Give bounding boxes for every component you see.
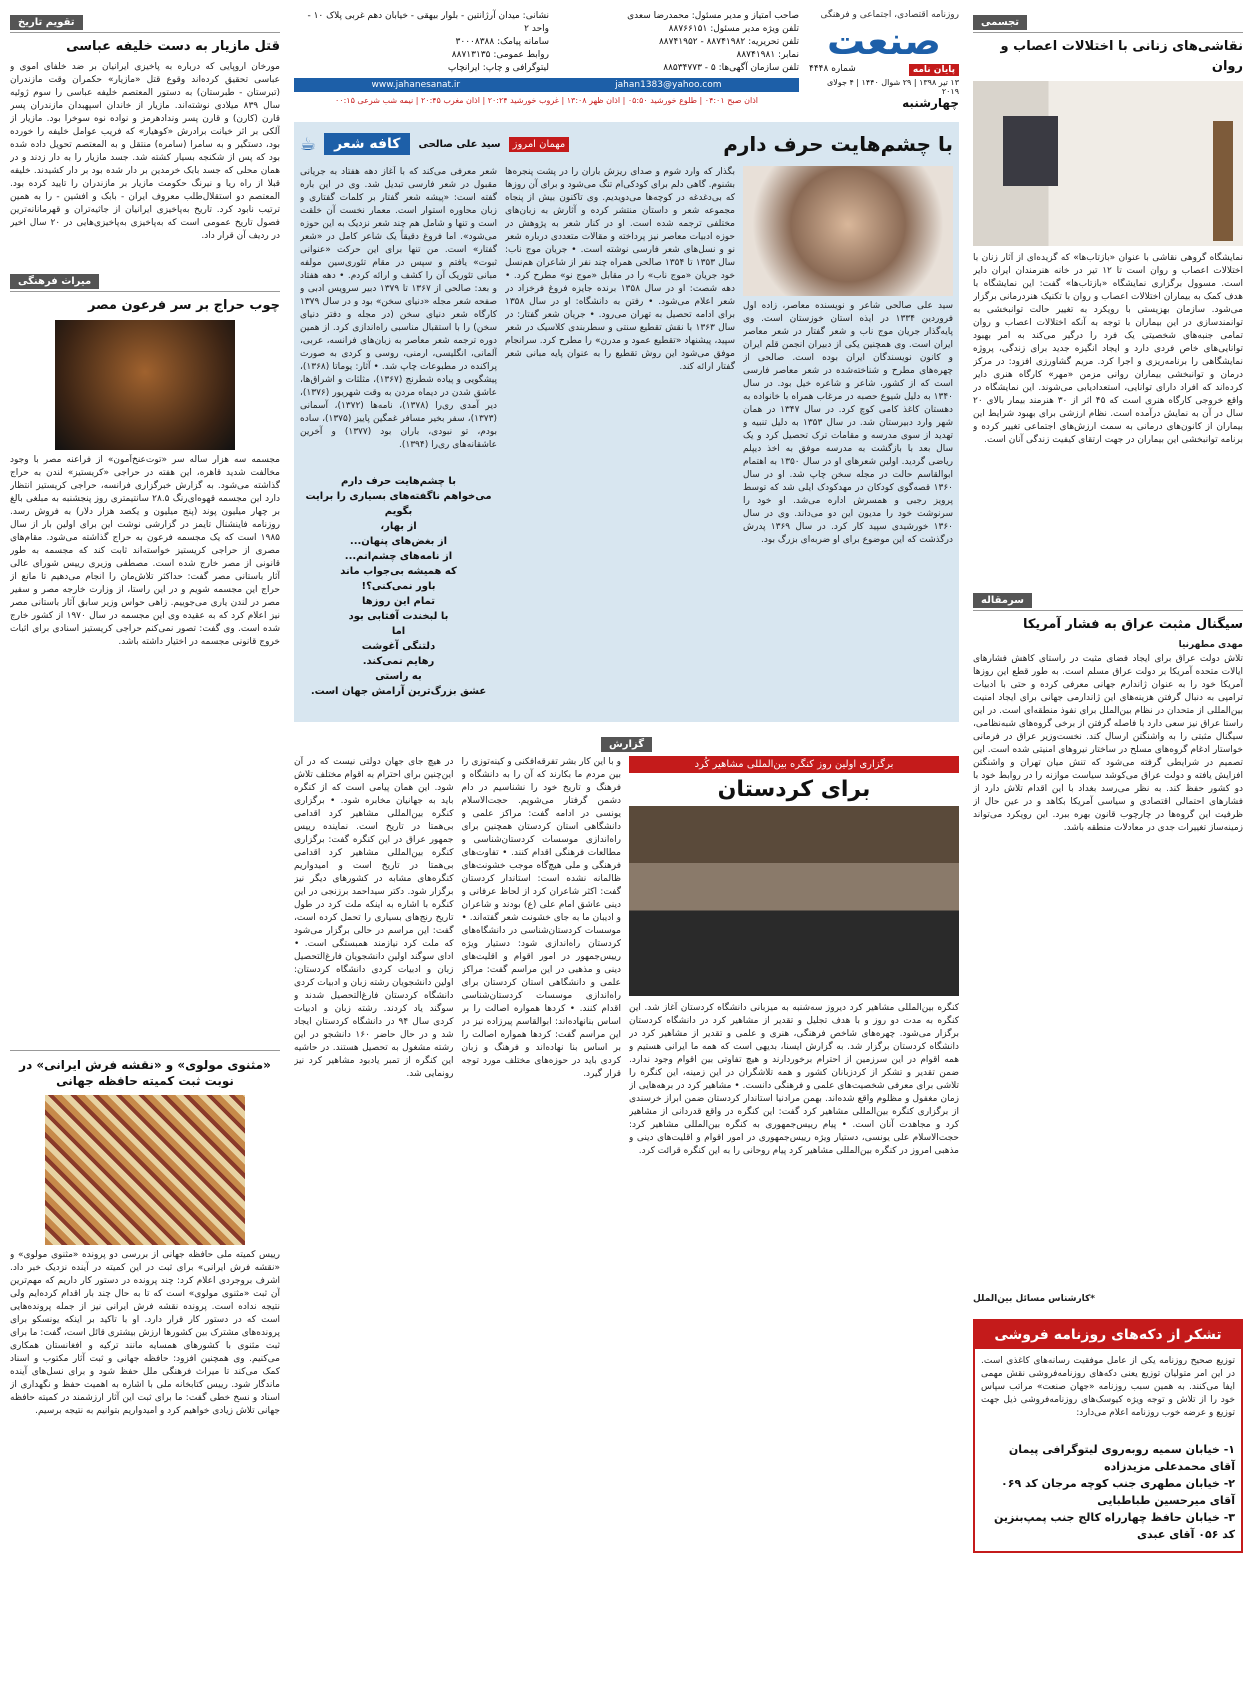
left-column	[10, 10, 280, 1674]
section-tag: سرمقاله	[973, 593, 1032, 608]
info-line: تلفن تحریریه: ۸۸۷۴۱۹۸۲ - ۸۸۷۴۱۹۵۲	[658, 37, 799, 47]
info-line: نمابر: ۸۸۷۴۱۹۸۱	[736, 50, 799, 60]
editorial-title: سیگنال مثبت عراق به فشار آمریکا	[1022, 617, 1243, 632]
cafe-sher-article	[294, 122, 959, 722]
editorial-sign: *کارشناس مسائل بین‌الملل	[973, 1294, 1095, 1304]
pharaoh-head-photo	[55, 320, 235, 450]
painting-frame	[1003, 116, 1058, 186]
history-title: قتل مازیار به دست خلیفه عباسی	[66, 39, 280, 54]
persian-carpet-photo	[45, 1095, 245, 1245]
info-line: نشانی: میدان آرژانتین - بلوار بیهقی - خیابان دهم غربی پلاک ۱۰ - واحد ۲	[307, 11, 549, 34]
poem-line: به راستی	[375, 671, 422, 682]
heritage-body: مجسمه سه هزار ساله سر «توت‌عنخ‌آمون» از فراعنه مصر با وجود مخالفت شدید قاهره، این هفته در حراجی «کریستیز» لندن به حراج گذاشته می‌شود. به گزارش خبرگزاری فرانسه، حراجی کریستیز انتظار دارد این مجسمه قهوه‌ای‌رنگ ۲۸.۵ سانتیمتری روز پنجشنبه به مبلغی بالغ بر چهار میلیون پوند (پنج میلیون و یکصد هزار دلار) به فروش رسد. روزنامه فاینشنال تایمز در گزارشی نوشت این برای اولین بار از سال ۱۹۸۵ است که یک مجسمه فرعون به حراج گذاشته می‌شود. مقام‌های مصری از حراجی کریستیز خواسته‌اند ثابت کند که مجسمه به طور قانونی از مصر خارج شده است. مصطفی وزیری رییس شورای عالی آثار باستانی مصر گفت: حداکثر تلاش‌مان را انجام می‌دهیم تا مانع از حراج این مجسمه شویم و در این راستا، از وزارت خارجه مصر و سفیر مصر در لندن یاری می‌جوییم. زاهی حواس وزیر سابق آثار باستانی مصر نیز اعلام کرد که به عقیده وی این مجسمه در سال ۱۹۷۰ از کشور خارج شده است. وی گفت: تصور نمی‌کنم حراجی کریستیز اسنادی برای اثبات خروج قانونی مجسمه در اختیار داشته باشد.	[10, 455, 280, 647]
person-figure	[1213, 121, 1233, 241]
contact-bar	[294, 78, 799, 92]
brand-block	[809, 10, 959, 110]
thanks-item: ۱- خیابان سمیه روبه‌روی لیتوگرافی پیمان آقای محمدعلی مزیدزاده	[1008, 1443, 1235, 1473]
history-body: مورخان اروپایی که درباره به پاخیزی ایرانیان بر ضد خلفای اموی و عباسی تحقیق کرده‌اند وقوع قتل «مازیار» حکمران وقت مازندران (تبرستان - طبرستان) به دستور المعتصم خلیفه عباسی را سوم ژوئیه سال ۸۳۹ میلادی نوشته‌اند. مازیار از خاندان اسپهبدان مازندران پسر قارن (کارن) و قارن پسر وندادهرمز و نواده نوه سوخرا بود. مازیار از آلکی بر اثر خیانت برادرش «کوهیار» که فریب عوامل خلیفه را خورده بود، دستگیر و به سامرا (سامره) منتقل و به المعتصم تحویل داده شده بود که پس از شکنجه بسیار کشته شد. جسد مازیار را به دار زدند و در همان محلی که جسد بابک خرمدین بر دار شده بود بر دار کشیدند. خلیفه قبلا از راه ریا و نیرنگ حکومت مازیار بر مازندران را تایید کرده بود. المعتصم دو استقلال‌طلب معروف ایران - بابک و افشین - را به همین ترتیب نابود کرد. تاریخ به‌پاخیزی ایرانیان از جاثیه‌تران و قهرمانانه‌ترین فصول تاریخ عمومی است که به‌پاخیزی به‌پاخیزی‌هایی در ۲۰ سال اخیر در ردیف آن قرار داد.	[10, 62, 280, 241]
poem-line: از بهار،	[380, 521, 417, 532]
poem-line: می‌خواهم ناگفته‌های بسیاری را برایت بگویم	[305, 491, 492, 517]
poem-line: عشق بزرگ‌ترین آرامش جهان است.	[310, 686, 487, 697]
article1-col3: بگذار که وارد شوم و صدای ریزش باران را در پشت پنجره‌ها بشنوم. گاهی دلم برای کودکی‌ام تنگ می‌شود و برای آن روزها که بی‌دغدغه در کوچه‌ها می‌دویدیم. وی تاکنون بیش از پنجاه مجموعه شعر و داستان منتشر کرده و آثارش به زبان‌های مختلفی ترجمه شده است. او در کنار شعر به پژوهش در حوزه ادبیات معاصر نیز پرداخته و مقالات متعددی درباره شعر نو و نسل‌های شعر فارسی نوشته است. • جریان موج ناب: سال ۱۳۵۳ تا ۱۳۵۴ صالحی همراه چند نفر از شاعران هم‌نسل خود جریان «موج ناب» را در مقابل «موج نو» مطرح کرد. • دهه شصت: او در سال ۱۳۵۸ برنده جایزه فروغ فرخزاد در شعر اعلام می‌شود. • رفتن به دانشگاه: او در سال ۱۳۵۸ برای ادامه تحصیل به تهران می‌رود. • جریان شعر گفتار: در سال ۱۳۶۳ با نقش تقطیع سنتی و سطربندی کلاسیک در شعر سپید، پیشنهاد «تقطیع عمود و مدرن» را مطرح کرد. سرانجام موفق می‌شود این روش تقطیع را به عنوان پایه مبانی شعر گفتار ارائه کند.	[505, 167, 735, 372]
thanks-body: توزیع صحیح روزنامه یکی از عامل موفقیت رسانه‌های کاغذی است. در این امر متولیان توزیع یعنی دکه‌های روزنامه‌فروشی نقش مهمی ایفا می‌کنند. به همین سبب روزنامه «جهان صنعت» مراتب سپاس خود را از تلاش و توجه ویژه کیوسک‌های روزنامه‌فروشی ذیل جهت توزیع و عرضه خوب روزنامه اعلام می‌دارد:	[981, 1356, 1235, 1418]
article1-author: سید علی صالحی	[418, 138, 501, 150]
exhibition-photo	[973, 81, 1243, 246]
article2-kicker: برگزاری اولین روز کنگره بین‌المللی مشاهیر کُرد	[629, 756, 959, 773]
info-line: روابط عمومی: ۸۸۷۱۳۱۳۵	[451, 50, 549, 60]
section-tag: میراث فرهنگی	[10, 274, 99, 289]
poem-line: اما	[391, 626, 406, 637]
memory-title: «مثنوی مولوی» و «نقشه فرش ایرانی» در نوبت ثبت کمیته حافظه جهانی	[19, 1058, 271, 1088]
info-line: تلفن سازمان آگهی‌ها: ۵ - ۸۸۵۳۴۷۷۳	[663, 63, 799, 73]
painting-body: نمایشگاه گروهی نقاشی با عنوان «بازتاب‌ها» که گزیده‌ای از آثار زنان با اختلالات اعصاب و روان است تا ۱۲ تیر در خانه هنرمندان ایران دایر است. مسوول برگزاری نمایشگاه «بازتاب‌ها» گفت: این نمایشگاه با هدف کمک به بیماران اختلالات اعصاب و روان با تکنیک هنردرمانی برگزار می‌شود. سازمان بهزیستی با رویکرد به تغییر حالت توانبخشی به توانمندسازی در این بیماران با توجه به آنکه اختلالات اعصاب و روان تمامی جنبه‌های شخصیتی یک فرد را درگیر می‌کند به امر بهبود توانایی‌های خاص فردی دارد و ایجاد انگیزه جدید برای زندگی، پروژه نمایشگاهی را برنامه‌ریزی و اجرا کرد. مریم گشاورزی افزود: در مرکز درمان و توانبخشی بیماران روانی مزمن «مهر» کارگاه هنری دایر کرده‌اند که افراد دارای توانایی، استعدادیابی می‌شوند. این نمایشگاه در واقع خروجی کارگاه هنری است که ۴۵ اثر از ۳۰ هنرمند بیمار بالای ۲۰ سال در آن به نمایش درآمده است. نظام ارزشی برای بهبود شرایط این بیماران از کانون‌های درمانی به سمت ارزش‌های اجتماعی تغییر کرده و برنامه توانبخشی این بیماران در جهت ارتقای کیفیت زندگی آنان است.	[973, 253, 1243, 445]
poem	[300, 474, 497, 699]
info-line: صاحب امتیاز و مدیر مسئول: محمدرضا سعدی	[627, 11, 799, 21]
heritage-title: چوب حراج بر سر فرعون مصر	[87, 298, 280, 313]
coffee-cup-icon: ☕	[300, 133, 317, 155]
poet-portrait	[743, 166, 953, 296]
info-line: سامانه پیامک: ۳۰۰۰۸۳۸۸	[455, 37, 549, 47]
article1-section: کافه شعر	[324, 133, 410, 155]
poem-line: با لبخندت آفتابی بود	[348, 611, 449, 622]
info-left	[294, 10, 549, 75]
article2-title: برای کردستان	[717, 777, 871, 802]
poem-line: باور نمی‌کنی؟!	[361, 581, 436, 592]
issue-number: شماره ۴۴۴۸	[809, 64, 856, 74]
right-column	[973, 10, 1243, 1674]
info-line: تلفن ویژه مدیر مسئول: ۸۸۷۶۶۱۵۱	[668, 24, 799, 34]
thanks-box	[973, 1319, 1243, 1553]
brand-logo: صنعت	[827, 19, 941, 63]
section-tag: گزارش	[601, 737, 652, 752]
edition-badge: پایان نامه	[909, 64, 959, 76]
info-line: لیتوگرافی و چاپ: ایرانچاپ	[447, 63, 549, 73]
email-link[interactable]: jahan1383@yahoo.com	[615, 80, 722, 90]
thanks-item: ۲- خیابان مطهری جنب کوچه مرجان کد ۰۶۹ آقای میرحسین طباطبایی	[1001, 1477, 1235, 1507]
poem-line: که همیشه بی‌جواب ماند	[340, 566, 457, 577]
poem-line: از نامه‌های چشم‌انم...	[344, 551, 453, 562]
info-right	[559, 10, 799, 75]
website-link[interactable]: www.jahanesanat.ir	[371, 80, 461, 90]
prayer-times: اذان صبح ۰۴:۰۱ | طلوع خورشید ۰۵:۵۰ | اذان ظهر ۱۳:۰۸ | غروب خورشید ۲۰:۲۴ | اذان مغرب ۲۰:۴۵ | نیمه شب شرعی ۰۰:۱۵	[334, 96, 758, 105]
editorial-author: مهدی مطهرنیا	[1178, 640, 1243, 650]
masthead	[294, 10, 959, 110]
painting-title: نقاشی‌های زنانی با اختلالات اعصاب و روان	[1000, 39, 1243, 74]
article2-body1: کنگره بین‌المللی مشاهیر کرد دیروز سه‌شنبه به میزبانی دانشگاه کردستان آغاز شد. این کنگره به مدت دو روز و با هدف تجلیل و تقدیر از مشاهیر کرد در دانشگاه کردستان برگزار می‌شود. چهره‌های شاخص فرهنگی، هنری و علمی و تقدیر از مشاهیر کرد در دانشگاه کردستان برگزار شد. به گزارش ایسنا، بدیهی است که همه ما ایرانی هستیم و همه اقوام در این سرزمین از احترام برخوردارند و هیچ تفاوتی بین اقوام وجود ندارد. ضمن تقدیر و تشکر از کردزبانان کشور و همه تلاشگران در این زمینه، این کنگره را تلاشی برای معرفی شخصیت‌های علمی و فرهنگی دانست. • مشاهیر کرد در برهه‌هایی از زمان مغفول و مظلوم واقع شده‌اند. بهمن مرادنیا استاندار کردستان ضمن ابراز خرسندی از برگزاری کنگره بین‌المللی مشاهیر کرد گفت: این کنگره در واقع قدردانی از مشاهیر کرد و مجاهدت آنان است. • پیام رییس‌جمهوری به کنگره بین‌المللی مشاهیر کرد: حجت‌الاسلام علی یونسی، دستیار ویژه رییس‌جمهوری در امور اقوام و اقلیت‌های دینی و مذهبی امروز در کنگره بین‌المللی مشاهیر کرد پیام روحانی را به این کنگره قرائت کرد.	[629, 1003, 959, 1156]
memory-body: رییس کمیته ملی حافظه جهانی از بررسی دو پرونده «مثنوی مولوی» و «نقشه فرش ایرانی» برای ثبت در این کمیته در آینده نزدیک خبر داد. اشرف بروجردی اعلام کرد: چند پرونده در دستور کار داریم که مهم‌ترین آن ثبت «مثنوی مولوی» است که تا به حال چند بار اقدام کرده‌ایم ولی نتیجه نداده است. پرونده نقشه فرش ایرانی نیز از جمله پرونده‌هایی است که در دستور کار قرار دارد. او با تاکید بر اینکه یونسکو برای پرونده‌های مشترک بین کشورها ارزش بیشتری قائل است، گفت: ما برای ثبت مثنوی با کشورهای همسایه مانند ترکیه و افغانستان همکاری می‌کنیم. وی همچنین افزود: حافظه جهانی و ثبت آثار مکتوب و اسناد کمک می‌کند تا میراث فرهنگی ملل حفظ شود و برای نسل‌های آینده ماندگار شود. رییس کتابخانه ملی با اشاره به اهمیت حفظ و نگهداری از اسناد و نسخ خطی گفت: ما برای ثبت این آثار ارزشمند در کمیته حافظه جهانی تلاش زیادی خواهیم کرد و امیدواریم بتوانیم به نتیجه برسیم.	[10, 1250, 280, 1416]
date-line: ۱۳ تیر ۱۳۹۸ | ۲۹ شوال ۱۴۴۰ | ۴ جولای ۲۰۱۹	[827, 78, 959, 96]
article1-col2: شعر معرفی می‌کند که با آغاز دهه هفتاد به جریانی مقبول در شعر فارسی تبدیل شد. وی در این باره گفته است: «پیشه شعر گفتار بر کلمات گفتاری و زبان محاوره استوار است. معمار نخست آن خلقت است و تنها و شامل هم چند شعر نزدیک به این حوزه می‌شود». اما فروغ دقیقاً یک شاعر کامل در «شعر گفتار» است. من تنها برای این حرکت «عنوانی ثبوت» یافتم و سپس در مقام تئوری‌سین مولفه مبانی تئوریک آن را کشف و ارائه کردم. • دهه هفتاد و بعد: صالحی از ۱۳۶۷ تا ۱۳۷۹ دبیر سرویس ادبی و صفحه شعر مجله «دنیای سخن» بود و در سال ۱۳۷۹ کارگاه شعر دنیای سخن (در مجله و دفتر دنیای سخن) را با استقبال مناسبی راه‌اندازی کرد. از همین دوره ترجمه شعر معاصر به زبان‌های فرانسه، عربی، آلمانی، انگلیسی، ارمنی، روسی و کردی به صورت پراکنده در مطبوعات چاپ شد. • آثار: یوماتا (۱۳۶۸)، پیشگویی و پیاده شطرنج (۱۳۶۷)، مثلثات و اشراق‌ها، عاشق شدن در دیماه مردن به وقت شهریور (۱۳۷۶)، دیر آمدی ری‌را (۱۳۷۸)، نامه‌ها (۱۳۷۲)، آسمانی (۱۳۷۳)، سفر بخیر مسافر غمگین پاییز (۱۳۷۵)، ساده بودم، تو نبودی، باران بود (۱۳۷۷) و آخرین عاشقانه‌های ری‌را (۱۳۹۴).	[300, 167, 497, 450]
poem-line: تمام این روزها	[361, 596, 436, 607]
poem-line: با چشم‌هایت حرف دارم	[341, 476, 456, 487]
section-tag: تجسمی	[973, 15, 1027, 30]
brand-sub: روزنامه اقتصادی، اجتماعی و فرهنگی	[820, 10, 959, 20]
section-tag: تقویم تاریخ	[10, 15, 83, 30]
poem-line: رهایم نمی‌کند.	[362, 656, 435, 667]
article1-kicker: مهمان امروز	[509, 137, 570, 152]
poem-line: از بغض‌های پنهان...	[349, 536, 448, 547]
poem-line: دلتنگی آغوشت	[361, 641, 436, 652]
kurdistan-article	[294, 732, 959, 1672]
article2-body3: در هیچ جای جهان دولتی نیست که در آن این‌چنین برای احترام به اقوام مختلف تلاش شود. این همان پیامی است که از کنگره باید به جهانیان مخابره شود. • برگزاری کنگره بین‌المللی مشاهیر کرد اقدامی بی‌همتا در تاریخ است. نماینده رییس جمهور عراق در این کنگره گفت: برگزاری کنگره بین‌المللی مشاهیر کرد اقدامی بی‌همتا در تاریخ است و امیدواریم کنگره‌های مشابه در کشورهای دیگر نیز برگزار شود. دکتر سیداحمد برزنجی در این کنگره با اشاره به اینکه ملت کرد در طول تاریخ رنج‌های بسیاری را تحمل کرده است، گفت: این مراسم در حالی برگزار می‌شود که ملت کرد نیازمند همبستگی است. • ادای سوگند اولین دانشجویان فارغ‌التحصیل زبان و ادبیات کردی دانشگاه کردستان: اولین دانشجویان رشته زبان و ادبیات کردی دانشگاه کردستان فارغ‌التحصیل شدند و سوگند یاد کردند. رشته زبان و ادبیات کردی سال ۹۴ در دانشگاه کردستان ایجاد شد و در حال حاضر ۱۶۰ دانشجو در این رشته مشغول به تحصیل هستند. در حاشیه این کنگره از تمبر یادبود مشاهیر کرد نیز رونمایی شد.	[294, 757, 454, 1079]
editorial-body: تلاش دولت عراق برای ایجاد فضای مثبت در راستای کاهش فشارهای ایالات متحده آمریکا بر دولت عراق مسلم است. به طور قطع این روزها آمریکا خود را به عنوان ژاندارم جهانی معرفی کرده و حتی با ادبیات ترامپی به دنبال گرفتن هزینه‌های این ژاندارمی جهانی برای ایجاد امنیت بین‌المللی از متحدان در نظام بین‌الملل برای نفوذ منطقه‌ای است. در این راستا عراق نیز سعی دارد با فاصله گرفتن از برخی گروه‌های شبه‌نظامی، سیگنال مثبتی را به واشنگتن ارسال کند. نخست‌وزیر عراق در فرمانی خواستار ادغام گروه‌های مسلح در ساختار نیروهای امنیتی شده است. این تصمیم در شرایطی گرفته می‌شود که تنش میان تهران و واشنگتن افزایش یافته و دولت عراق می‌کوشد سیاست موازنه را در روابط خود با دو کشور حفظ کند. به نظر می‌رسد بغداد با این اقدام تلاش دارد از فشارهای احتمالی اقتصادی و سیاسی آمریکا بکاهد و در عین حال از ظرفیت این گروه‌ها در چارچوب قانون بهره ببرد. این رویکرد می‌تواند زمینه‌ساز تغییرات جدی در معادلات منطقه باشد.	[973, 654, 1243, 833]
congress-photo	[629, 806, 959, 996]
article1-title: با چشم‌هایت حرف دارم	[723, 132, 953, 156]
day-name: چهارشنبه	[902, 96, 959, 110]
thanks-title: تشکر از دکه‌های روزنامه فروشی	[975, 1321, 1241, 1349]
article1-col1: سید علی صالحی شاعر و نویسنده معاصر، زاده اول فروردین ۱۳۳۴ در ایذه استان خوزستان است. وی پایه‌گذار جریان موج ناب و شعر گفتار در شعر معاصر ایران است. وی همچنین یکی از دبیران انجمن قلم ایران و کانون نویسندگان ایران بوده است. صالحی از چهره‌های مطرح و شناخته‌شده در شعر معاصر فارسی است که از کشور، شاعر و شاعره خیل بود. در سال ۱۳۴۰ به دلیل شیوع حصبه در مرغاب همراه با خانواده به دهستان کاغذ کامی کوچ کرد. در سال ۱۳۴۷ در همان شهر وارد دبیرستان شد. در سال ۱۳۵۳ به دلیل تنبیه و تهدید از سوی مدرسه و مقامات ترک تحصیل کرد و یک سال بعد با بازگشت به مدرسه موفق به اخذ دیپلم ریاضی گردید. اولین شعرهای او در سال ۱۳۵۰ به اهتمام ابوالقاسم حالت در مجله سخن چاپ شد. او در سال ۱۳۶۰ قصه‌گوی کودکان در مهدکودک ایلی شد که توسط پرویز رجبی و همسرش اداره می‌شد. او خود را سرنوشت خود را مدیون این دو می‌داند. وی در سال ۱۳۶۰ خورشیدی سپید کار کرد. در سال ۱۳۶۹ پدرش درگذشت که این موضوع برای او ضربه‌ای بزرگ بود.	[743, 301, 953, 545]
thanks-item: ۳- خیابان حافظ چهارراه کالج جنب پمپ‌بنزین کد ۰۵۶ آقای عبدی	[993, 1511, 1235, 1541]
article2-body2: و با این کار بشر تفرقه‌افکنی و کینه‌توزی را بین مردم ما بکارند که آن را به دانشگاه و فرهنگ و تاریخ خود را نشناسیم در دام دشمن گرفتار می‌شویم. حجت‌الاسلام یونسی در ادامه گفت: مراکز علمی و دانشگاهی استان کردستان همچنین برای راه‌اندازی موسسات کردستان‌شناسی و مطالعات فرهنگی اقدام کنند. • تفاوت‌های فرهنگی و ملی هیچ‌گاه موجب خشونت‌های ظالمانه نشده است: استاندار کردستان گفت: اکثر شاعران کرد از لحاظ عرفانی و دینی عاشق امام علی (ع) بودند و شاعران و ادیبان ما به جای خشونت شعر گفته‌اند. • موسسات کردستان‌شناسی در دانشگاه‌های کردستان راه‌اندازی شود: دستیار ویژه رییس‌جمهور در امور اقوام و اقلیت‌های دینی و مذهبی در این مراسم گفت: مراکز علمی و دانشگاهی استان کردستان برای راه‌اندازی موسسات کردستان‌شناسی اقدام کنند. • کردها همواره اصالت را بر اساس بنانهاده‌اند: ابوالقاسم پیرزاده نیز در این مراسم گفت: کردها همواره اصالت را بر اساس بنا نهاده‌اند و فرهنگ و زبان کردی باید در حوزه‌های مختلف مورد توجه قرار گیرد.	[461, 757, 621, 1079]
